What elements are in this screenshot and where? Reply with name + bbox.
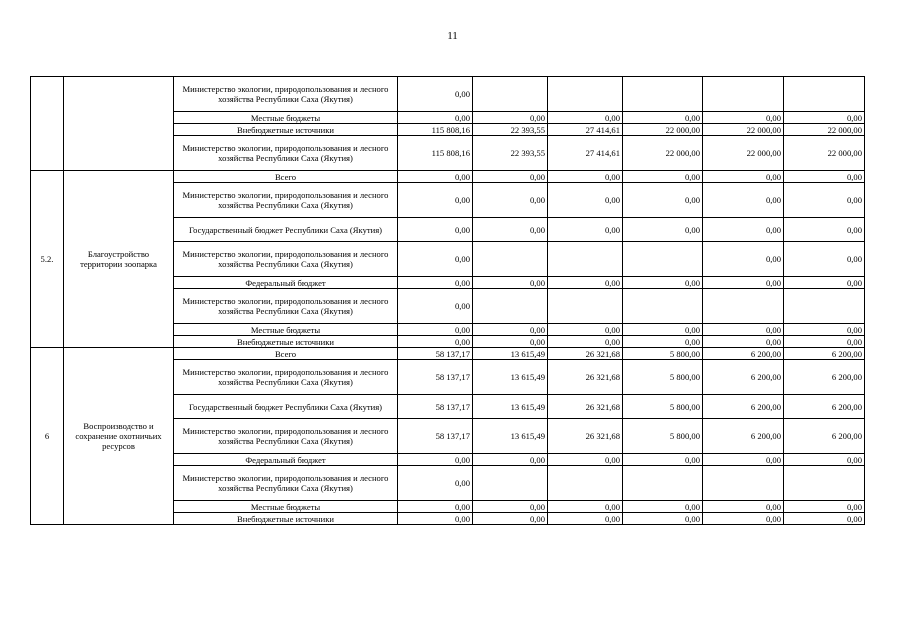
amount-cell: 0,00 [473,277,548,289]
funding-source: Внебюджетные источники [174,124,398,136]
amount-cell: 0,00 [473,112,548,124]
amount-cell: 0,00 [703,513,784,525]
amount-cell: 22 393,55 [473,136,548,171]
amount-cell: 0,00 [548,218,623,242]
section-name: Благоустройство территории зоопарка [64,171,174,348]
amount-cell: 0,00 [703,112,784,124]
amount-cell: 0,00 [398,277,473,289]
amount-cell: 6 200,00 [784,395,865,419]
amount-cell [548,466,623,501]
amount-cell: 5 800,00 [623,348,703,360]
amount-cell [623,77,703,112]
amount-cell: 0,00 [784,513,865,525]
amount-cell: 58 137,17 [398,419,473,454]
funding-source: Министерство экологии, природопользования и лесного хозяйства Республики Саха (Якутия) [174,360,398,395]
amount-cell: 13 615,49 [473,419,548,454]
amount-cell: 0,00 [398,242,473,277]
amount-cell: 6 200,00 [784,360,865,395]
funding-source: Местные бюджеты [174,112,398,124]
amount-cell: 0,00 [548,171,623,183]
amount-cell: 0,00 [703,183,784,218]
section-name [64,77,174,171]
amount-cell: 26 321,68 [548,419,623,454]
amount-cell: 6 200,00 [703,395,784,419]
amount-cell: 58 137,17 [398,360,473,395]
amount-cell: 0,00 [784,454,865,466]
amount-cell: 0,00 [623,336,703,348]
amount-cell [548,242,623,277]
table-row [31,348,865,360]
section-number: 6 [31,348,64,525]
amount-cell [473,77,548,112]
section-number: 5.2. [31,171,64,348]
amount-cell [623,242,703,277]
amount-cell: 0,00 [548,336,623,348]
amount-cell: 0,00 [398,501,473,513]
amount-cell: 0,00 [398,171,473,183]
funding-source: Министерство экологии, природопользования и лесного хозяйства Республики Саха (Якутия) [174,136,398,171]
amount-cell: 0,00 [548,454,623,466]
budget-table [30,76,865,525]
amount-cell: 22 000,00 [623,136,703,171]
amount-cell [703,289,784,324]
amount-cell: 27 414,61 [548,136,623,171]
amount-cell [548,77,623,112]
amount-cell: 0,00 [398,289,473,324]
amount-cell: 6 200,00 [703,348,784,360]
amount-cell: 0,00 [784,324,865,336]
amount-cell: 0,00 [473,501,548,513]
amount-cell: 0,00 [623,112,703,124]
amount-cell: 0,00 [703,501,784,513]
funding-source: Министерство экологии, природопользования и лесного хозяйства Республики Саха (Якутия) [174,466,398,501]
amount-cell: 0,00 [473,336,548,348]
amount-cell: 6 200,00 [703,360,784,395]
amount-cell: 5 800,00 [623,419,703,454]
amount-cell: 26 321,68 [548,348,623,360]
amount-cell: 13 615,49 [473,360,548,395]
funding-source: Федеральный бюджет [174,454,398,466]
amount-cell [473,289,548,324]
amount-cell: 22 000,00 [703,124,784,136]
amount-cell: 0,00 [398,513,473,525]
amount-cell [784,289,865,324]
amount-cell: 0,00 [703,324,784,336]
amount-cell: 0,00 [703,277,784,289]
amount-cell: 58 137,17 [398,395,473,419]
amount-cell: 0,00 [703,454,784,466]
amount-cell: 0,00 [473,513,548,525]
amount-cell: 26 321,68 [548,360,623,395]
amount-cell: 0,00 [784,336,865,348]
amount-cell: 0,00 [473,171,548,183]
amount-cell: 0,00 [398,336,473,348]
amount-cell: 13 615,49 [473,395,548,419]
amount-cell: 0,00 [548,324,623,336]
amount-cell: 0,00 [398,112,473,124]
amount-cell: 0,00 [548,277,623,289]
amount-cell: 0,00 [623,171,703,183]
amount-cell: 0,00 [623,324,703,336]
amount-cell: 115 808,16 [398,136,473,171]
amount-cell: 0,00 [623,183,703,218]
amount-cell: 115 808,16 [398,124,473,136]
amount-cell [473,242,548,277]
funding-source: Министерство экологии, природопользования и лесного хозяйства Республики Саха (Якутия) [174,419,398,454]
amount-cell: 0,00 [784,112,865,124]
amount-cell: 0,00 [548,501,623,513]
amount-cell: 22 000,00 [623,124,703,136]
amount-cell: 0,00 [398,218,473,242]
funding-source: Федеральный бюджет [174,277,398,289]
amount-cell: 6 200,00 [784,419,865,454]
amount-cell: 0,00 [703,336,784,348]
amount-cell: 22 000,00 [703,136,784,171]
amount-cell: 0,00 [398,77,473,112]
funding-source: Местные бюджеты [174,501,398,513]
funding-source: Всего [174,348,398,360]
page-number: 11 [447,30,458,42]
amount-cell: 22 393,55 [473,124,548,136]
amount-cell [703,77,784,112]
funding-source: Государственный бюджет Республики Саха (Якутия) [174,395,398,419]
amount-cell: 0,00 [473,183,548,218]
amount-cell: 13 615,49 [473,348,548,360]
amount-cell [473,466,548,501]
amount-cell [623,466,703,501]
amount-cell: 0,00 [703,171,784,183]
amount-cell: 0,00 [784,171,865,183]
amount-cell: 0,00 [784,277,865,289]
amount-cell: 26 321,68 [548,395,623,419]
amount-cell: 0,00 [398,183,473,218]
amount-cell: 0,00 [703,218,784,242]
amount-cell: 0,00 [548,513,623,525]
amount-cell: 0,00 [703,242,784,277]
funding-source: Министерство экологии, природопользования и лесного хозяйства Республики Саха (Якутия) [174,242,398,277]
funding-source: Внебюджетные источники [174,336,398,348]
amount-cell: 6 200,00 [703,419,784,454]
amount-cell: 27 414,61 [548,124,623,136]
amount-cell: 0,00 [623,501,703,513]
amount-cell [703,466,784,501]
amount-cell [548,289,623,324]
amount-cell: 0,00 [548,183,623,218]
amount-cell: 0,00 [398,454,473,466]
amount-cell: 0,00 [784,242,865,277]
amount-cell: 22 000,00 [784,124,865,136]
amount-cell [784,466,865,501]
amount-cell: 5 800,00 [623,360,703,395]
amount-cell: 58 137,17 [398,348,473,360]
amount-cell [623,289,703,324]
funding-source: Местные бюджеты [174,324,398,336]
amount-cell [784,77,865,112]
amount-cell: 0,00 [784,218,865,242]
amount-cell: 0,00 [784,183,865,218]
amount-cell: 0,00 [784,501,865,513]
table-row [31,77,865,112]
funding-source: Министерство экологии, природопользования и лесного хозяйства Республики Саха (Якутия) [174,183,398,218]
amount-cell: 5 800,00 [623,395,703,419]
amount-cell: 0,00 [623,218,703,242]
funding-source: Внебюджетные источники [174,513,398,525]
amount-cell: 6 200,00 [784,348,865,360]
amount-cell: 0,00 [623,513,703,525]
amount-cell: 0,00 [398,466,473,501]
section-name: Воспроизводство и сохранение охотничьих ресурсов [64,348,174,525]
funding-source: Министерство экологии, природопользования и лесного хозяйства Республики Саха (Якутия) [174,289,398,324]
amount-cell: 0,00 [548,112,623,124]
section-number [31,77,64,171]
amount-cell: 0,00 [473,454,548,466]
amount-cell: 22 000,00 [784,136,865,171]
amount-cell: 0,00 [473,324,548,336]
amount-cell: 0,00 [473,218,548,242]
amount-cell: 0,00 [398,324,473,336]
funding-source: Министерство экологии, природопользования и лесного хозяйства Республики Саха (Якутия) [174,77,398,112]
table-row [31,171,865,183]
funding-source: Государственный бюджет Республики Саха (Якутия) [174,218,398,242]
amount-cell: 0,00 [623,454,703,466]
funding-source: Всего [174,171,398,183]
amount-cell: 0,00 [623,277,703,289]
